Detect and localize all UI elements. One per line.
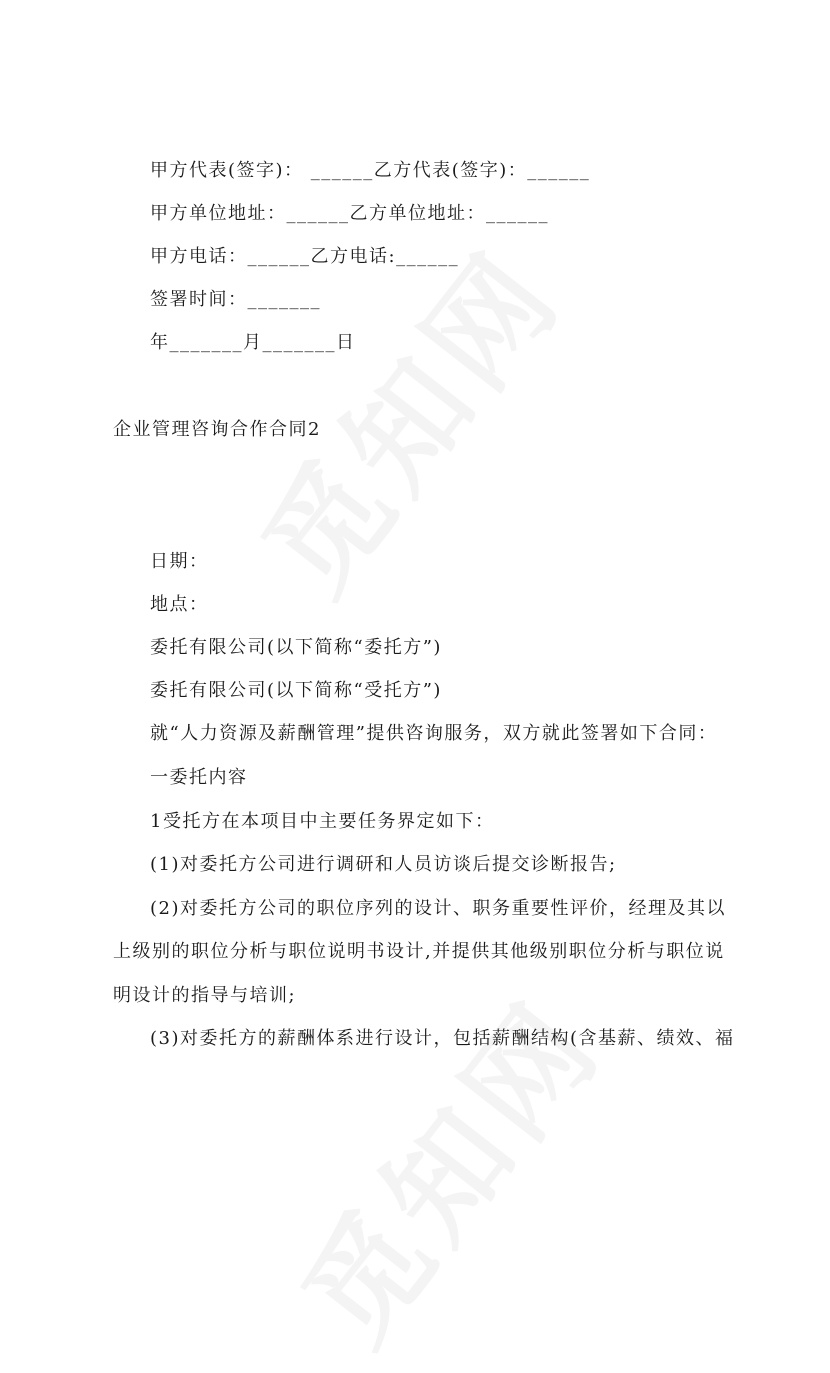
place-label: 地点： [150,594,209,615]
clause-item-1: (1)对委托方公司进行调研和人员访谈后提交诊断报告; [150,854,617,875]
signature-phones: 甲方电话：______乙方电话:______ [150,246,460,267]
party-a: 委托有限公司(以下简称“委托方”) [150,637,442,658]
clause-item-3: (3)对委托方的薪酬体系进行设计，包括薪酬结构(含基薪、绩效、福 [150,1028,735,1049]
signature-representatives: 甲方代表(签字)： ______乙方代表(签字)：______ [150,160,591,181]
section-heading: 一委托内容 [150,767,248,788]
signature-addresses: 甲方单位地址：______乙方单位地址：______ [150,203,549,224]
clause-item-2-line-1: (2)对委托方公司的职位序列的设计、职务重要性评价，经理及其以 [150,898,726,919]
sign-time: 签署时间：_______ [150,289,321,310]
clause-item-2-line-3: 明设计的指导与培训; [113,985,297,1006]
watermark [217,209,593,622]
clause-item-2-line-2: 上级别的职位分析与职位说明书设计,并提供其他级别职位分析与职位说 [113,941,725,962]
intro-paragraph: 就“人力资源及薪酬管理”提供咨询服务，双方就此签署如下合同： [150,723,718,744]
document-title: 企业管理咨询合作合同2 [113,419,321,440]
party-b: 委托有限公司(以下简称“受托方”) [150,680,442,701]
date-label: 日期： [150,551,209,572]
clause-1: 1受托方在本项目中主要任务界定如下： [150,811,495,832]
date-line: 年_______月_______日 [150,332,356,353]
watermark [257,959,633,1372]
